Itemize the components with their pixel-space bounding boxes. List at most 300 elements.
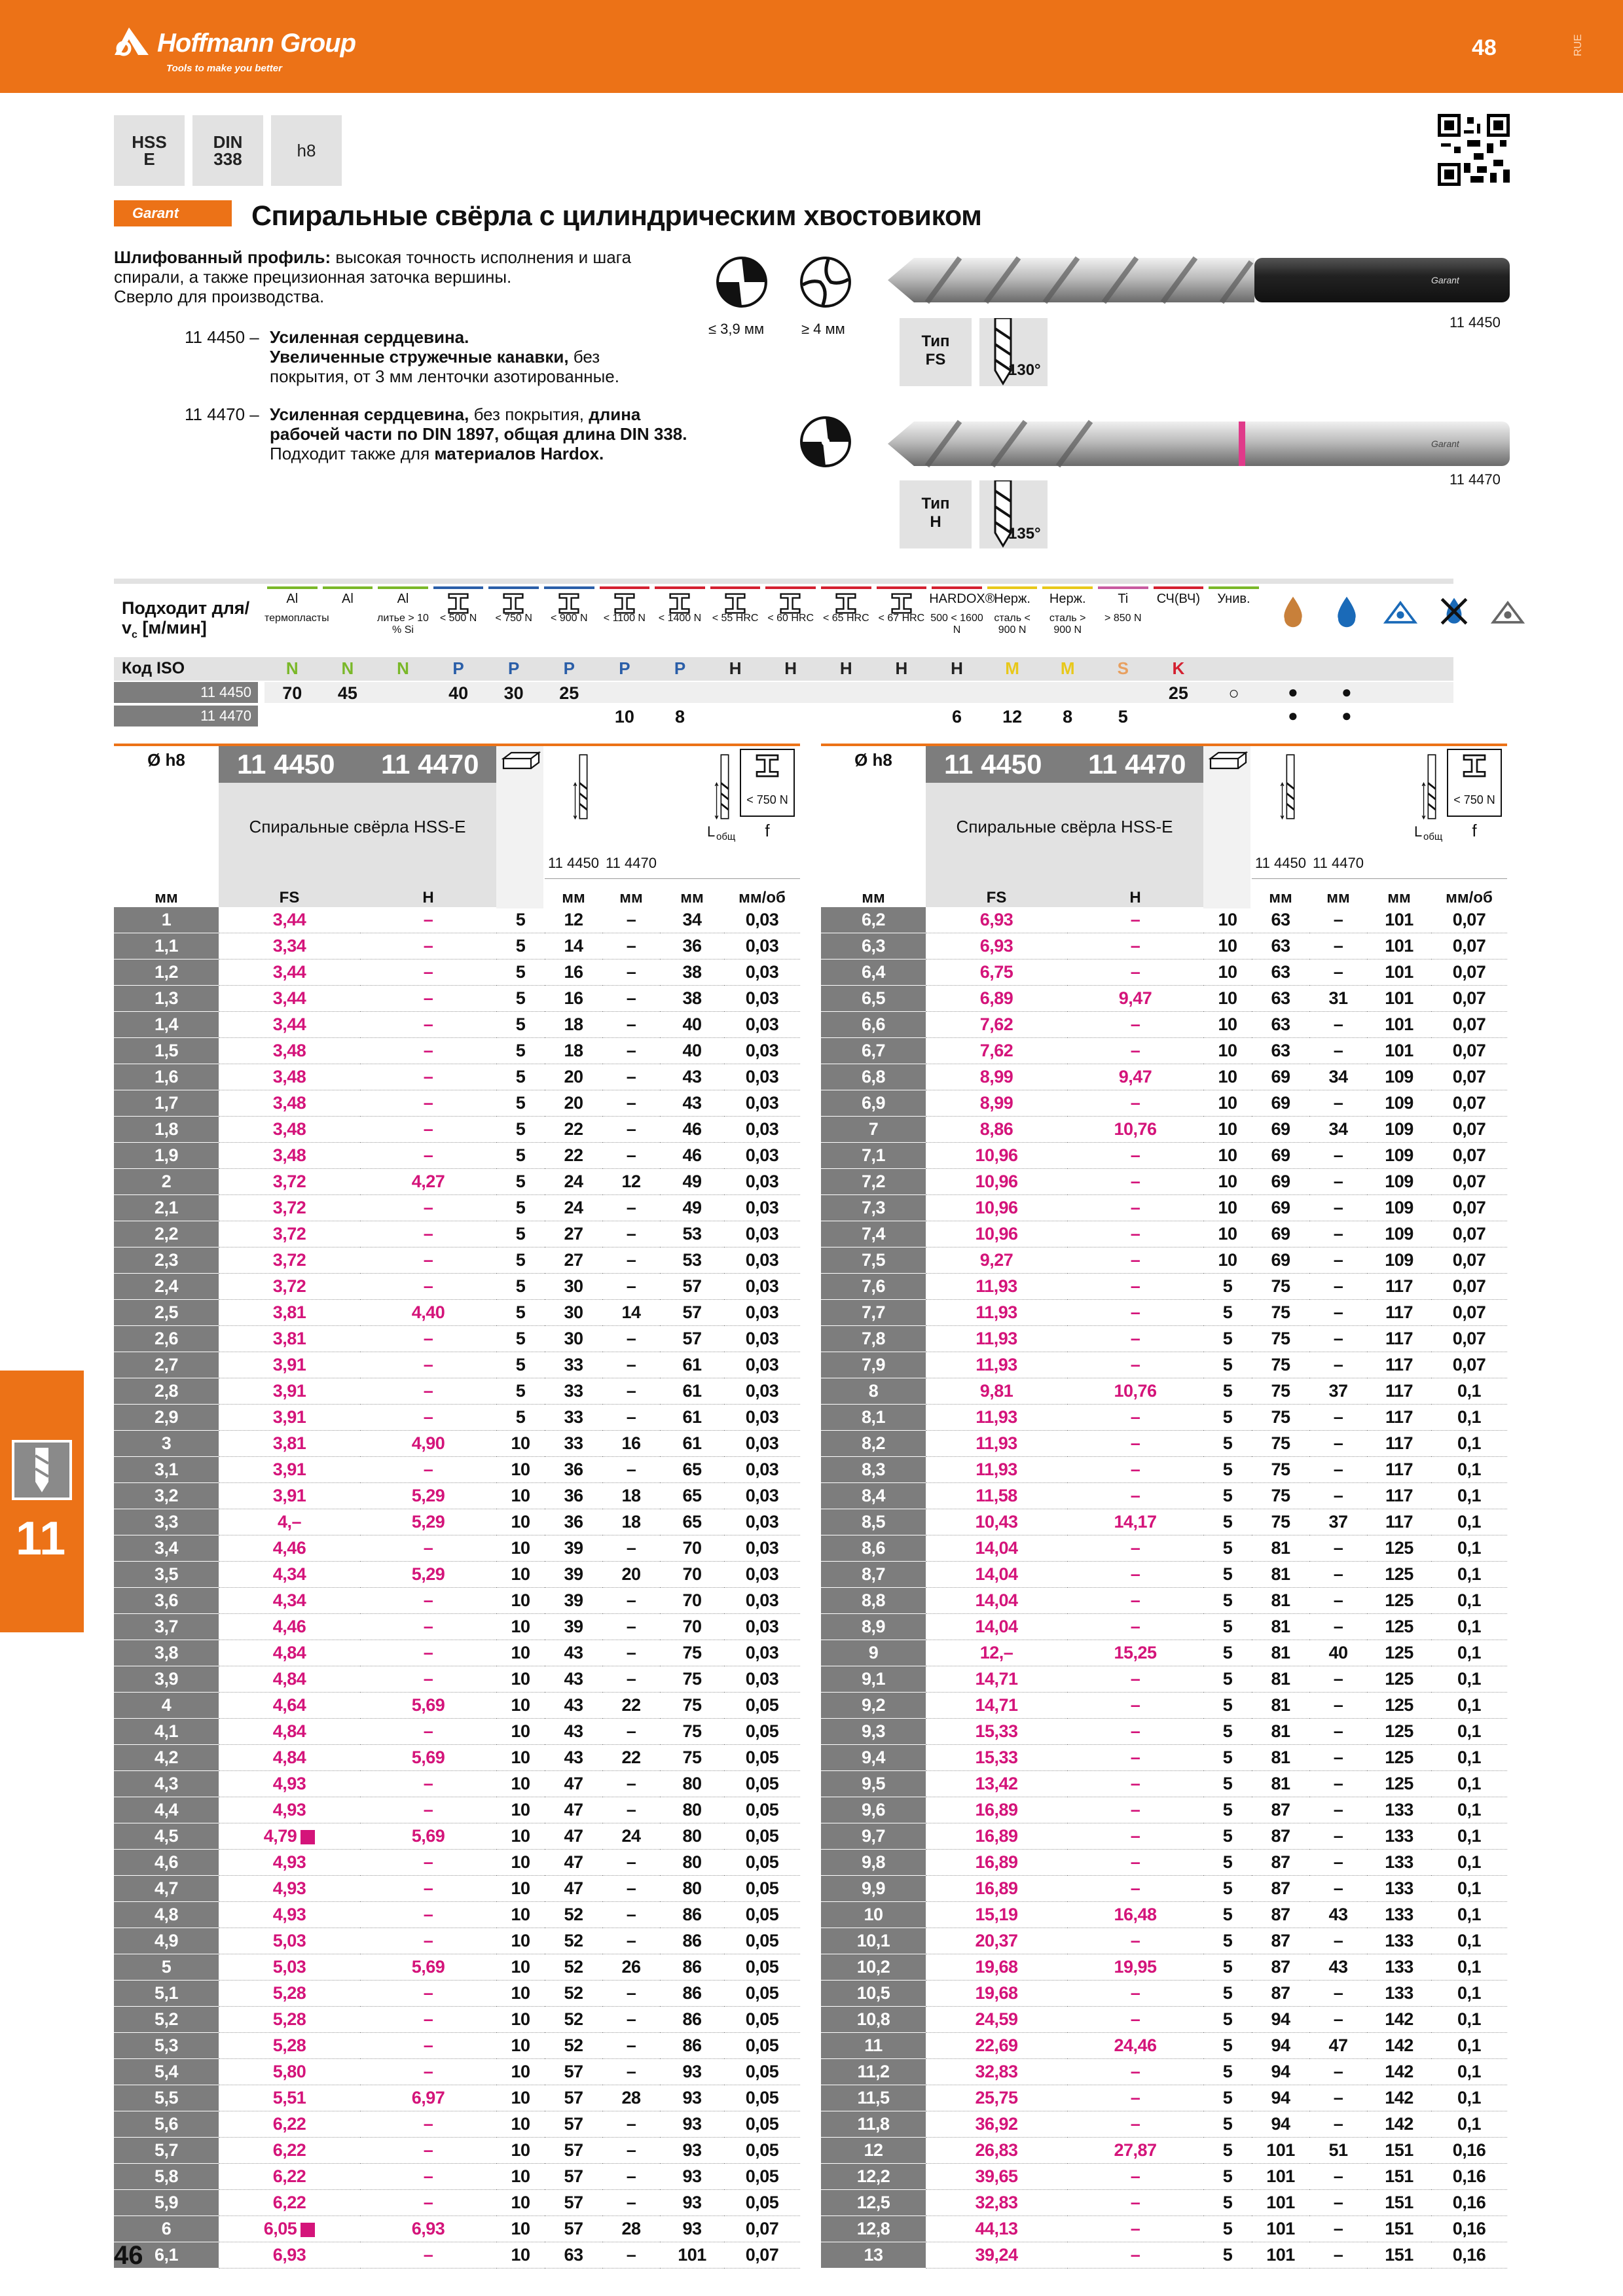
table-row xyxy=(821,1771,1507,1797)
cell-price-fs: 15,19 xyxy=(926,1902,1067,1928)
cell-flute-length-4470: – xyxy=(602,1247,660,1274)
cell-price-fs: 6,22 xyxy=(219,2164,360,2190)
cell-total-length: 151 xyxy=(1367,2138,1431,2164)
cell-diameter: 7,6 xyxy=(821,1274,926,1300)
table-row xyxy=(114,960,800,986)
cell-flute-length-4470: – xyxy=(602,1090,660,1117)
cell-price-h: – xyxy=(1067,1771,1203,1797)
material-subtitle: > 850 N xyxy=(1104,613,1142,624)
cell-flute-length-4450: 81 xyxy=(1252,1693,1309,1719)
cell-flute-length-4470: – xyxy=(602,1457,660,1483)
table-row xyxy=(114,1771,800,1797)
cell-price-h: 5,69 xyxy=(360,1823,496,1850)
table-subtitle: Спиральные свёрла HSS-E xyxy=(249,817,466,836)
cell-pack-qty: 5 xyxy=(496,1274,545,1300)
cell-flute-length-4450: 52 xyxy=(545,2007,602,2033)
cell-price-h: – xyxy=(360,2164,496,2190)
cell-price-h: – xyxy=(1067,1588,1203,1614)
cell-flute-length-4470: 28 xyxy=(602,2216,660,2242)
cell-pack-qty: 5 xyxy=(496,986,545,1012)
iso-code: H xyxy=(839,658,852,678)
cell-flute-length-4470: – xyxy=(602,1535,660,1562)
cell-price-fs: 4,93 xyxy=(219,1876,360,1902)
cell-diameter: 3 xyxy=(114,1431,219,1457)
flute-length-icon xyxy=(572,753,594,821)
cell-feed: 0,1 xyxy=(1431,2059,1507,2085)
cell-flute-length-4470: – xyxy=(1309,1195,1367,1221)
cell-feed: 0,1 xyxy=(1431,2033,1507,2059)
cell-flute-length-4470: – xyxy=(1309,1300,1367,1326)
spec-box-material xyxy=(114,115,185,186)
cell-feed: 0,03 xyxy=(724,1169,800,1195)
cell-feed: 0,1 xyxy=(1431,1771,1507,1797)
cell-diameter: 5,7 xyxy=(114,2138,219,2164)
cell-price-h: 24,46 xyxy=(1067,2033,1203,2059)
cell-flute-length-4450: 69 xyxy=(1252,1169,1309,1195)
cell-price-fs: 3,91 xyxy=(219,1352,360,1378)
cell-price-fs: 5,51 xyxy=(219,2085,360,2111)
cell-flute-length-4470: 40 xyxy=(1309,1640,1367,1666)
cell-pack-qty: 5 xyxy=(496,1169,545,1195)
cell-price-h: – xyxy=(360,1326,496,1352)
desc-bold: длина xyxy=(584,404,641,424)
table-row xyxy=(114,1195,800,1221)
cell-pack-qty: 10 xyxy=(496,1640,545,1666)
materials-table xyxy=(114,586,1453,728)
cell-total-length: 53 xyxy=(660,1221,724,1247)
cell-flute-length-4450: 75 xyxy=(1252,1300,1309,1326)
type-label: H xyxy=(930,513,941,531)
cell-feed: 0,07 xyxy=(1431,986,1507,1012)
cell-flute-length-4470: 37 xyxy=(1309,1378,1367,1405)
cell-pack-qty: 5 xyxy=(1203,1326,1252,1352)
cell-flute-length-4470: – xyxy=(602,2033,660,2059)
cell-flute-length-4470: – xyxy=(602,1666,660,1693)
cell-flute-length-4470: – xyxy=(602,2059,660,2085)
cell-diameter: 5,5 xyxy=(114,2085,219,2111)
angle-h: 135° xyxy=(1008,525,1041,543)
cell-total-length: 109 xyxy=(1367,1169,1431,1195)
cell-price-fs: 10,96 xyxy=(926,1169,1067,1195)
cell-price-fs: 3,48 xyxy=(219,1064,360,1090)
cell-diameter: 5,6 xyxy=(114,2111,219,2138)
cell-flute-length-4450: 52 xyxy=(545,1954,602,1981)
drill-table-left xyxy=(114,907,800,2269)
cell-price-h: 10,76 xyxy=(1067,1378,1203,1405)
cell-flute-length-4470: – xyxy=(1309,2164,1367,2190)
cell-pack-qty: 10 xyxy=(1203,1221,1252,1247)
material-color-bar xyxy=(1042,586,1093,589)
cell-feed: 0,1 xyxy=(1431,1378,1507,1405)
iso-code: P xyxy=(619,658,630,678)
cell-price-h: – xyxy=(1067,2216,1203,2242)
table-row xyxy=(821,1850,1507,1876)
cell-price-fs: 11,93 xyxy=(926,1457,1067,1483)
cell-price-fs: 4,79 xyxy=(219,1823,360,1850)
cutting-speed: 30 xyxy=(503,683,524,703)
cell-pack-qty: 10 xyxy=(1203,986,1252,1012)
cell-price-h: 5,29 xyxy=(360,1509,496,1535)
cell-flute-length-4470: – xyxy=(1309,1247,1367,1274)
material-color-bar xyxy=(267,586,318,589)
cell-pack-qty: 5 xyxy=(1203,1823,1252,1850)
unit-l2: мм xyxy=(1326,889,1350,906)
cell-flute-length-4450: 16 xyxy=(545,960,602,986)
material-title: HARDOX® xyxy=(929,592,995,606)
cell-price-h: – xyxy=(360,1012,496,1038)
cell-diameter: 8,5 xyxy=(821,1509,926,1535)
table-row xyxy=(821,2164,1507,2190)
cell-flute-length-4450: 87 xyxy=(1252,1823,1309,1850)
cell-total-length: 125 xyxy=(1367,1588,1431,1614)
cross-section-large-icon xyxy=(799,255,852,309)
cell-pack-qty: 5 xyxy=(1203,1719,1252,1745)
cell-total-length: 133 xyxy=(1367,1823,1431,1850)
cell-feed: 0,07 xyxy=(1431,1274,1507,1300)
cell-diameter: 3,9 xyxy=(114,1666,219,1693)
f-label: f xyxy=(765,821,770,840)
cell-flute-length-4450: 94 xyxy=(1252,2033,1309,2059)
unit-d: мм xyxy=(862,889,885,906)
cell-diameter: 1,3 xyxy=(114,986,219,1012)
cell-flute-length-4470: – xyxy=(602,1614,660,1640)
cell-price-fs: 11,93 xyxy=(926,1431,1067,1457)
cell-total-length: 70 xyxy=(660,1535,724,1562)
cell-diameter: 1,9 xyxy=(114,1143,219,1169)
cell-flute-length-4470: – xyxy=(602,1797,660,1823)
material-color-bar xyxy=(655,586,705,589)
cell-pack-qty: 5 xyxy=(1203,1850,1252,1876)
cell-pack-qty: 10 xyxy=(496,1797,545,1823)
cell-flute-length-4470: – xyxy=(1309,1431,1367,1457)
cell-flute-length-4450: 87 xyxy=(1252,1876,1309,1902)
table-row xyxy=(821,1300,1507,1326)
cell-price-fs: 5,28 xyxy=(219,2007,360,2033)
cell-feed: 0,07 xyxy=(724,2216,800,2242)
cell-price-h: – xyxy=(360,1064,496,1090)
cell-total-length: 57 xyxy=(660,1300,724,1326)
cell-price-h: 5,69 xyxy=(360,1745,496,1771)
material-color-bar xyxy=(323,586,373,589)
type-label: FS xyxy=(925,351,946,368)
cell-pack-qty: 5 xyxy=(496,1352,545,1378)
table-row xyxy=(821,933,1507,960)
cell-total-length: 117 xyxy=(1367,1509,1431,1535)
cell-total-length: 57 xyxy=(660,1326,724,1352)
cell-pack-qty: 5 xyxy=(496,1378,545,1405)
cell-flute-length-4470: – xyxy=(602,1876,660,1902)
cell-price-h: – xyxy=(1067,1169,1203,1195)
cell-total-length: 133 xyxy=(1367,1797,1431,1823)
cell-diameter: 8,6 xyxy=(821,1535,926,1562)
cell-pack-qty: 10 xyxy=(1203,960,1252,986)
table-row xyxy=(821,1117,1507,1143)
cell-total-length: 65 xyxy=(660,1483,724,1509)
cell-diameter: 4,6 xyxy=(114,1850,219,1876)
cutting-speed: 12 xyxy=(1002,707,1023,726)
cell-pack-qty: 10 xyxy=(496,2190,545,2216)
cell-flute-length-4470: 47 xyxy=(1309,2033,1367,2059)
cell-feed: 0,03 xyxy=(724,1509,800,1535)
caption-large: ≥ 4 мм xyxy=(801,321,845,337)
cell-diameter: 11,8 xyxy=(821,2111,926,2138)
table-row xyxy=(821,1823,1507,1850)
cell-price-fs: 14,71 xyxy=(926,1693,1067,1719)
cell-flute-length-4470: – xyxy=(1309,1693,1367,1719)
l-total-label: L xyxy=(1414,823,1423,840)
cell-flute-length-4470: – xyxy=(1309,2111,1367,2138)
cell-diameter: 3,2 xyxy=(114,1483,219,1509)
cell-flute-length-4450: 69 xyxy=(1252,1221,1309,1247)
material-color-bar xyxy=(765,586,816,589)
cell-price-fs: 3,72 xyxy=(219,1169,360,1195)
cell-diameter: 8,9 xyxy=(821,1614,926,1640)
cell-flute-length-4470: – xyxy=(602,1352,660,1378)
cell-price-h: – xyxy=(1067,1300,1203,1326)
cell-feed: 0,07 xyxy=(1431,1117,1507,1143)
material-title: Нерж. xyxy=(994,592,1030,606)
material-color-bar xyxy=(710,586,761,589)
cell-flute-length-4470: 22 xyxy=(602,1745,660,1771)
cell-flute-length-4470: – xyxy=(602,1143,660,1169)
cell-flute-length-4470: – xyxy=(1309,1562,1367,1588)
vc-symbol: v xyxy=(122,618,132,637)
steel-beam-icon xyxy=(1461,753,1487,779)
cell-flute-length-4450: 30 xyxy=(545,1300,602,1326)
cell-feed: 0,07 xyxy=(1431,933,1507,960)
cell-diameter: 6,4 xyxy=(821,960,926,986)
cell-feed: 0,03 xyxy=(724,1326,800,1352)
cell-diameter: 9,8 xyxy=(821,1850,926,1876)
type-label: Тип xyxy=(921,332,950,350)
cell-flute-length-4470: – xyxy=(1309,1326,1367,1352)
strength-label: < 750 N xyxy=(1453,793,1495,806)
cell-flute-length-4470: 34 xyxy=(1309,1117,1367,1143)
cell-price-h: – xyxy=(1067,1719,1203,1745)
article-1-title: 11 4450 xyxy=(237,749,335,780)
table-row xyxy=(821,1640,1507,1666)
cell-flute-length-4470: – xyxy=(602,1850,660,1876)
cell-flute-length-4470: – xyxy=(1309,2085,1367,2111)
cell-price-fs: 4,34 xyxy=(219,1588,360,1614)
cell-feed: 0,05 xyxy=(724,2190,800,2216)
cell-flute-length-4470: – xyxy=(602,1405,660,1431)
cell-pack-qty: 10 xyxy=(496,2085,545,2111)
cell-total-length: 43 xyxy=(660,1064,724,1090)
cell-flute-length-4450: 87 xyxy=(1252,1954,1309,1981)
cell-diameter: 8,4 xyxy=(821,1483,926,1509)
table-row xyxy=(821,2111,1507,2138)
cell-flute-length-4450: 43 xyxy=(545,1666,602,1693)
cell-flute-length-4450: 63 xyxy=(1252,986,1309,1012)
cell-diameter: 1,2 xyxy=(114,960,219,986)
cell-price-h: – xyxy=(360,1928,496,1954)
table-row xyxy=(821,1483,1507,1509)
material-color-bar xyxy=(1154,586,1204,589)
table-row xyxy=(114,1483,800,1509)
cell-diameter: 11,5 xyxy=(821,2085,926,2111)
unit-f: мм/об xyxy=(1446,889,1493,906)
cell-feed: 0,05 xyxy=(724,1745,800,1771)
materials-label xyxy=(122,598,249,645)
cell-price-fs: 4,93 xyxy=(219,1797,360,1823)
cell-diameter: 4,2 xyxy=(114,1745,219,1771)
cell-price-fs: 4,46 xyxy=(219,1535,360,1562)
cell-feed: 0,03 xyxy=(724,1090,800,1117)
cell-feed: 0,07 xyxy=(1431,1300,1507,1326)
cell-price-fs: 39,65 xyxy=(926,2164,1067,2190)
cell-flute-length-4450: 30 xyxy=(545,1274,602,1300)
header-divider xyxy=(545,878,800,879)
cell-flute-length-4450: 75 xyxy=(1252,1378,1309,1405)
cell-pack-qty: 5 xyxy=(1203,1981,1252,2007)
cell-total-length: 101 xyxy=(1367,986,1431,1012)
cell-flute-length-4450: 81 xyxy=(1252,1771,1309,1797)
cell-diameter: 9,9 xyxy=(821,1876,926,1902)
cell-total-length: 61 xyxy=(660,1431,724,1457)
material-subtitle: < 1100 N xyxy=(603,613,646,624)
spec-text: HSS xyxy=(132,132,167,152)
cell-diameter: 6,5 xyxy=(821,986,926,1012)
cell-feed: 0,05 xyxy=(724,2138,800,2164)
cell-flute-length-4450: 20 xyxy=(545,1064,602,1090)
cell-pack-qty: 5 xyxy=(1203,1745,1252,1771)
cell-price-fs: 11,93 xyxy=(926,1274,1067,1300)
table-row xyxy=(821,1588,1507,1614)
cell-pack-qty: 5 xyxy=(496,960,545,986)
cell-pack-qty: 5 xyxy=(1203,2033,1252,2059)
cell-pack-qty: 10 xyxy=(496,1509,545,1535)
cell-pack-qty: 5 xyxy=(496,933,545,960)
cutting-speed: 6 xyxy=(951,707,962,726)
cell-pack-qty: 10 xyxy=(1203,1247,1252,1274)
cell-flute-length-4470: – xyxy=(1309,1221,1367,1247)
desc-text: без покрытия, xyxy=(469,404,584,424)
table-row xyxy=(114,907,800,933)
cell-price-h: – xyxy=(1067,1012,1203,1038)
cell-flute-length-4470: – xyxy=(1309,1143,1367,1169)
cell-price-h: – xyxy=(360,1640,496,1666)
cell-price-h: – xyxy=(360,1195,496,1221)
cell-diameter: 2 xyxy=(114,1169,219,1195)
table-row xyxy=(821,1247,1507,1274)
cell-flute-length-4470: – xyxy=(1309,1666,1367,1693)
cell-flute-length-4450: 63 xyxy=(1252,960,1309,986)
cell-flute-length-4450: 47 xyxy=(545,1850,602,1876)
cell-total-length: 86 xyxy=(660,1954,724,1981)
table-row xyxy=(114,1378,800,1405)
cell-total-length: 53 xyxy=(660,1247,724,1274)
table-row xyxy=(114,1693,800,1719)
cell-total-length: 133 xyxy=(1367,1902,1431,1928)
cell-flute-length-4450: 75 xyxy=(1252,1274,1309,1300)
desc-text: Подходит также для xyxy=(270,444,435,463)
cell-diameter: 2,3 xyxy=(114,1247,219,1274)
table-row xyxy=(821,1352,1507,1378)
iso-code: M xyxy=(1005,658,1019,678)
cell-diameter: 11,2 xyxy=(821,2059,926,2085)
cell-flute-length-4450: 47 xyxy=(545,1797,602,1823)
cell-flute-length-4470: 18 xyxy=(602,1509,660,1535)
cell-price-fs: 4,34 xyxy=(219,1562,360,1588)
cell-flute-length-4450: 27 xyxy=(545,1247,602,1274)
cell-flute-length-4470: – xyxy=(602,1981,660,2007)
cell-feed: 0,07 xyxy=(1431,1247,1507,1274)
cell-flute-length-4450: 87 xyxy=(1252,1928,1309,1954)
table-row xyxy=(114,1535,800,1562)
cell-price-fs: 6,05 xyxy=(219,2216,360,2242)
cell-price-fs: 22,69 xyxy=(926,2033,1067,2059)
table-row xyxy=(114,1038,800,1064)
cell-feed: 0,05 xyxy=(724,1981,800,2007)
cell-feed: 0,1 xyxy=(1431,1876,1507,1902)
drop-water-icon xyxy=(1328,593,1365,630)
cell-price-h: – xyxy=(1067,1483,1203,1509)
table-row xyxy=(114,2007,800,2033)
cell-feed: 0,03 xyxy=(724,986,800,1012)
cell-price-fs: 11,93 xyxy=(926,1405,1067,1431)
article-2-title: 11 4470 xyxy=(1088,749,1186,780)
cell-pack-qty: 5 xyxy=(1203,2059,1252,2085)
materials-label-line2 xyxy=(122,618,249,645)
cell-feed: 0,16 xyxy=(1431,2216,1507,2242)
cell-price-h: – xyxy=(360,1247,496,1274)
cell-price-h: – xyxy=(1067,1090,1203,1117)
cell-flute-length-4470: – xyxy=(1309,2190,1367,2216)
materials-label-line1: Подходит для/ xyxy=(122,598,250,618)
table-row xyxy=(821,1719,1507,1745)
cell-pack-qty: 5 xyxy=(1203,2242,1252,2269)
cell-pack-qty: 10 xyxy=(496,1981,545,2007)
cell-price-fs: 44,13 xyxy=(926,2216,1067,2242)
desc-text: без xyxy=(568,347,600,367)
cell-price-h: – xyxy=(360,1981,496,2007)
cell-price-fs: 12,– xyxy=(926,1640,1067,1666)
cell-total-length: 86 xyxy=(660,1928,724,1954)
dry-icon xyxy=(1436,593,1472,630)
cell-flute-length-4470: 43 xyxy=(1309,1954,1367,1981)
table-row xyxy=(114,1928,800,1954)
cell-price-fs: 11,93 xyxy=(926,1326,1067,1352)
cell-flute-length-4450: 75 xyxy=(1252,1352,1309,1378)
page-title: Спиральные свёрла с цилиндрическим хвостовиком xyxy=(251,200,982,232)
cell-price-h: – xyxy=(1067,1038,1203,1064)
table-row xyxy=(821,1221,1507,1247)
cell-total-length: 151 xyxy=(1367,2190,1431,2216)
cell-total-length: 93 xyxy=(660,2138,724,2164)
cell-price-h: – xyxy=(360,1719,496,1745)
cell-diameter: 5,2 xyxy=(114,2007,219,2033)
cell-price-h: – xyxy=(360,1797,496,1823)
cell-pack-qty: 10 xyxy=(496,2242,545,2269)
cell-feed: 0,1 xyxy=(1431,1902,1507,1928)
cell-diameter: 9,6 xyxy=(821,1797,926,1823)
cell-feed: 0,16 xyxy=(1431,2164,1507,2190)
material-title: Унив. xyxy=(1217,592,1250,606)
desc-text: Сверло для производства. xyxy=(114,287,325,306)
cell-flute-length-4470: – xyxy=(602,1588,660,1614)
cell-flute-length-4470: – xyxy=(1309,2216,1367,2242)
cell-price-fs: 3,81 xyxy=(219,1300,360,1326)
cell-feed: 0,07 xyxy=(1431,1221,1507,1247)
material-subtitle: литье > 10 % Si xyxy=(377,613,429,636)
cell-pack-qty: 5 xyxy=(1203,2190,1252,2216)
cell-price-h: – xyxy=(1067,1457,1203,1483)
cell-flute-length-4470: – xyxy=(1309,1457,1367,1483)
drill-h-brand: Garant xyxy=(1431,439,1459,449)
cell-flute-length-4470: – xyxy=(602,1038,660,1064)
cell-feed: 0,1 xyxy=(1431,1535,1507,1562)
